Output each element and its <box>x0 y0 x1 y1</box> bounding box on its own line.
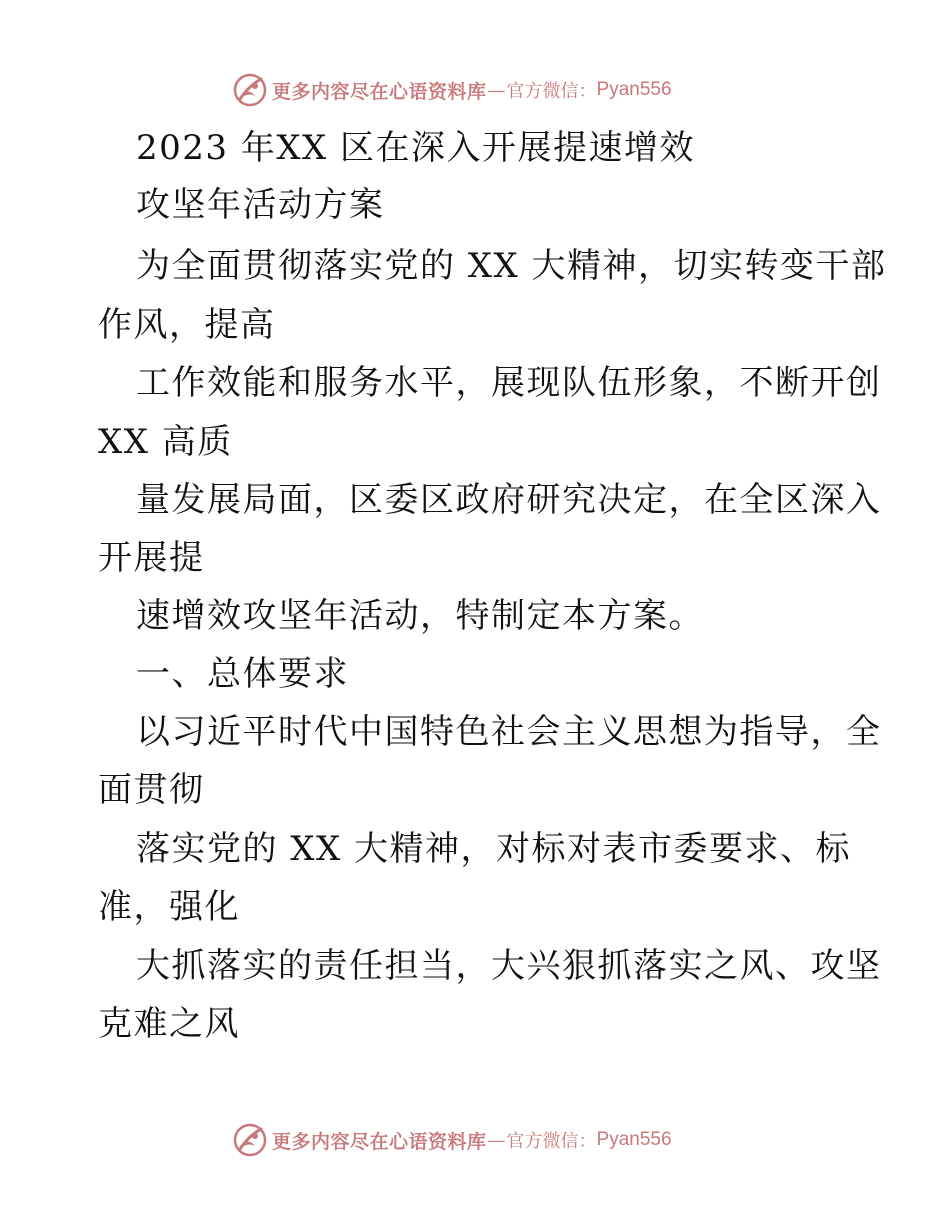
body-line: 开展提 <box>98 538 205 578</box>
document-title-line-1: 2023 年XX 区在深入开展提速增效 <box>136 128 696 168</box>
feather-logo-icon <box>232 72 268 108</box>
watermark-text: 更多内容尽在心语资料库 <box>272 80 487 103</box>
body-line: 作风，提高 <box>98 305 276 345</box>
document-title-line-2: 攻坚年活动方案 <box>136 185 385 225</box>
body-line: 以习近平时代中国特色社会主义思想为指导，全 <box>136 712 882 752</box>
header-watermark <box>232 70 672 110</box>
feather-logo-icon <box>232 1122 268 1158</box>
watermark-wechat-label: 官方微信： <box>506 81 597 102</box>
footer-watermark <box>232 1120 672 1160</box>
watermark-wechat-label: 官方微信： <box>506 1131 597 1152</box>
body-line: 为全面贯彻落实党的 XX 大精神，切实转变干部 <box>136 246 887 286</box>
body-line: 面贯彻 <box>98 770 205 810</box>
watermark-wechat-id: Pyan556 <box>596 1129 672 1150</box>
body-line: 克难之风 <box>98 1004 240 1044</box>
body-line: 量发展局面，区委区政府研究决定，在全区深入 <box>136 480 882 520</box>
body-line: 工作效能和服务水平，展现队伍形象，不断开创 <box>136 363 882 403</box>
watermark-dash: — <box>487 1129 506 1151</box>
section-heading: 一、总体要求 <box>136 654 349 694</box>
watermark-text: 更多内容尽在心语资料库 <box>272 1130 487 1153</box>
watermark-dash: — <box>487 79 506 101</box>
body-line: XX 高质 <box>98 422 233 462</box>
watermark-wechat-id: Pyan556 <box>596 79 672 100</box>
body-line: 落实党的 XX 大精神，对标对表市委要求、标 <box>136 829 852 869</box>
body-line: 速增效攻坚年活动，特制定本方案。 <box>136 596 704 636</box>
body-line: 大抓落实的责任担当，大兴狠抓落实之风、攻坚 <box>136 946 882 986</box>
body-line: 准，强化 <box>98 887 240 927</box>
